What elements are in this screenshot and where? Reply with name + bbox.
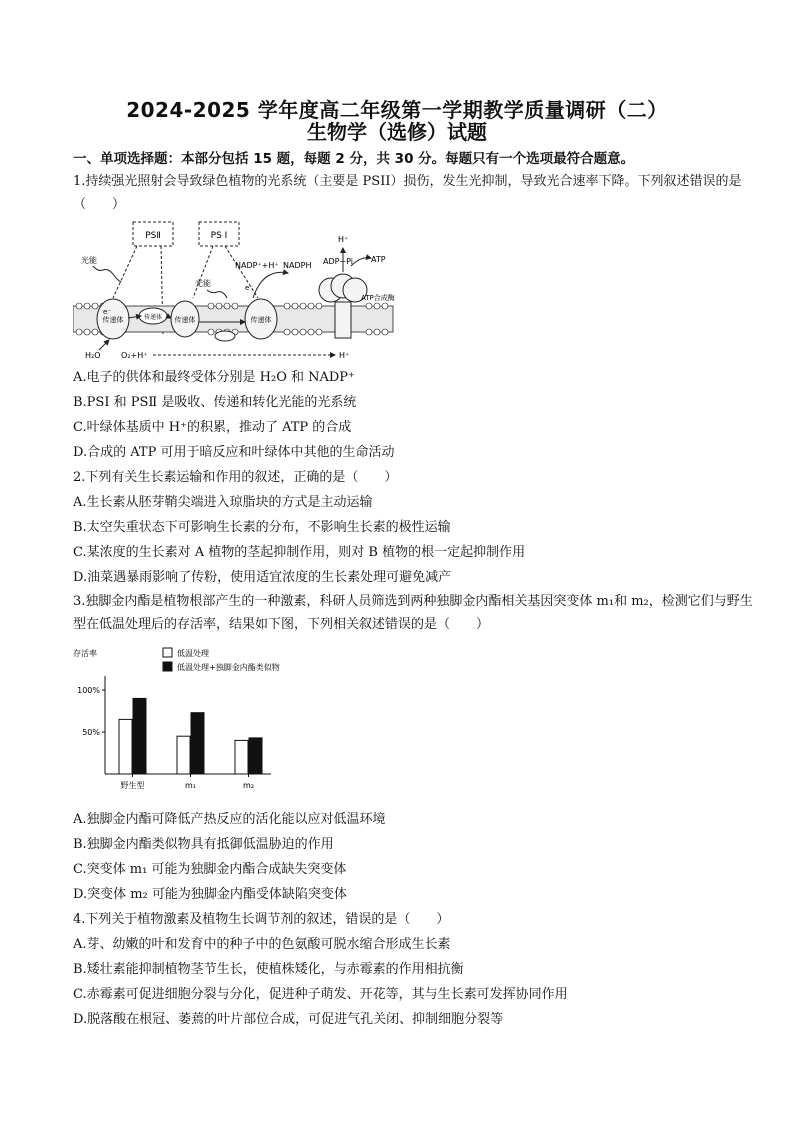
o2-label: O₂+H⁺ xyxy=(121,351,148,360)
q1-option-d: D.合成的 ATP 可用于暗反应和叶绿体中其他的生命活动 xyxy=(73,445,395,460)
q3-stem: 3.独脚金内酯是植物根部产生的一种激素，科研人员筛选到两种独脚金内酯相关基因突变体 m₁和 m₂，检测它们与野生型在低温处理后的存活率，结果如下图，下列相关叙述错误的是（ ） xyxy=(73,594,753,632)
legend-label-analog: 低温处理+独脚金内酯类似物 xyxy=(177,663,280,672)
bar-low-temp-2 xyxy=(235,740,248,774)
psii-label: PSⅡ xyxy=(145,231,161,241)
h2o-label: H₂O xyxy=(85,351,101,360)
q2-option-c: C.某浓度的生长素对 A 植物的茎起抑制作用，则对 B 植物的根一定起抑制作用 xyxy=(73,545,526,560)
exam-subtitle: 生物学（选修）试题 xyxy=(307,120,487,144)
bar-low-temp-0 xyxy=(119,719,132,774)
carrier-label-2: 传递体 xyxy=(143,314,163,321)
carrier-label-3: 传递体 xyxy=(174,316,196,324)
q3-option-c: C.突变体 m₁ 可能为独脚金内酯合成缺失突变体 xyxy=(73,862,347,877)
q1-stem: 1.持续强光照射会导致绿色植物的光系统（主要是 PSII）损伤，发生光抑制，导致光合速率下降。下列叙述错误的是（ ） xyxy=(73,174,742,212)
q1-option-b: B.PSI 和 PSⅡ 是吸收、传递和转化光能的光系统 xyxy=(73,395,357,410)
q4-stem: 4.下列关于植物激素及植物生长调节剂的叙述，错误的是（ ） xyxy=(73,912,450,927)
x-tick-label: m₂ xyxy=(243,781,254,790)
legend-swatch-low-temp xyxy=(163,648,172,657)
electron-label-1: e⁻ xyxy=(103,308,112,316)
light-label-2: 光能 xyxy=(195,279,211,288)
nadph-label: NADPH xyxy=(283,261,312,270)
light-label-1: 光能 xyxy=(81,256,97,265)
bar-low-temp-1 xyxy=(177,736,190,774)
legend-swatch-analog xyxy=(163,662,172,671)
q4-option-d: D.脱落酸在根冠、萎蔫的叶片部位合成，可促进气孔关闭、抑制细胞分裂等 xyxy=(73,1012,504,1027)
carrier-label-4: 传递体 xyxy=(250,316,272,324)
q2-option-d: D.油菜遇暴雨影响了传粉，使用适宜浓度的生长素处理可避免减产 xyxy=(73,570,452,585)
h-ion-bottom-label: H⁺ xyxy=(339,351,350,360)
q3-option-a: A.独脚金内酯可降低产热反应的活化能以应对低温环境 xyxy=(73,812,386,827)
adp-label: ADP+Pi xyxy=(323,257,354,266)
x-tick-label: m₁ xyxy=(185,781,196,790)
q3-option-b: B.独脚金内酯类似物具有抵御低温胁迫的作用 xyxy=(73,837,334,852)
q2-option-a: A.生长素从胚芽鞘尖端进入琼脂块的方式是主动运输 xyxy=(73,495,373,510)
psi-label: PS I xyxy=(210,231,228,241)
q1-option-a: A.电子的供体和最终受体分别是 H₂O 和 NADP⁺ xyxy=(73,370,355,385)
q4-option-b: B.矮壮素能抑制植物茎节生长，使植株矮化，与赤霉素的作用相抗衡 xyxy=(73,962,464,977)
legend-label-low-temp: 低温处理 xyxy=(177,649,209,658)
carrier-label-1: 传递体 xyxy=(102,316,124,324)
q1-option-c: C.叶绿体基质中 H⁺的积累，推动了 ATP 的合成 xyxy=(73,420,352,435)
electron-label-2: e⁻ xyxy=(245,284,254,292)
chart-y-axis-label: 存活率 xyxy=(73,649,97,658)
x-tick-label: 野生型 xyxy=(120,781,145,790)
survival-rate-chart xyxy=(73,642,313,802)
q4-option-a: A.芽、幼嫩的叶和发育中的种子中的色氨酸可脱水缩合形成生长素 xyxy=(73,937,451,952)
section-heading: 一、单项选择题：本部分包括 15 题，每题 2 分，共 30 分。每题只有一个选项最符合题意。 xyxy=(73,151,635,167)
bar-analog-0 xyxy=(133,698,146,774)
photosynthesis-diagram xyxy=(73,218,403,366)
bar-analog-1 xyxy=(191,713,204,774)
q2-option-b: B.太空失重状态下可影响生长素的分布，不影响生长素的极性运输 xyxy=(73,520,451,535)
nadp-label: NADP⁺+H⁺ xyxy=(235,261,279,270)
exam-title: 2024-2025 学年度高二年级第一学期教学质量调研（二） xyxy=(126,98,668,122)
q3-option-d: D.突变体 m₂ 可能为独脚金内酯受体缺陷突变体 xyxy=(73,887,347,902)
y-tick-label: 50% xyxy=(82,728,100,737)
bar-analog-2 xyxy=(249,738,262,774)
y-tick-label: 100% xyxy=(77,686,100,695)
q2-stem: 2.下列有关生长素运输和作用的叙述，正确的是（ ） xyxy=(73,470,398,485)
atp-label: ATP xyxy=(371,255,386,264)
h-ion-top-label: H⁺ xyxy=(338,235,349,244)
q4-option-c: C.赤霉素可促进细胞分裂与分化，促进种子萌发、开花等，其与生长素可发挥协同作用 xyxy=(73,987,568,1002)
atp-synthase-label: ATP合成酶 xyxy=(361,294,395,302)
